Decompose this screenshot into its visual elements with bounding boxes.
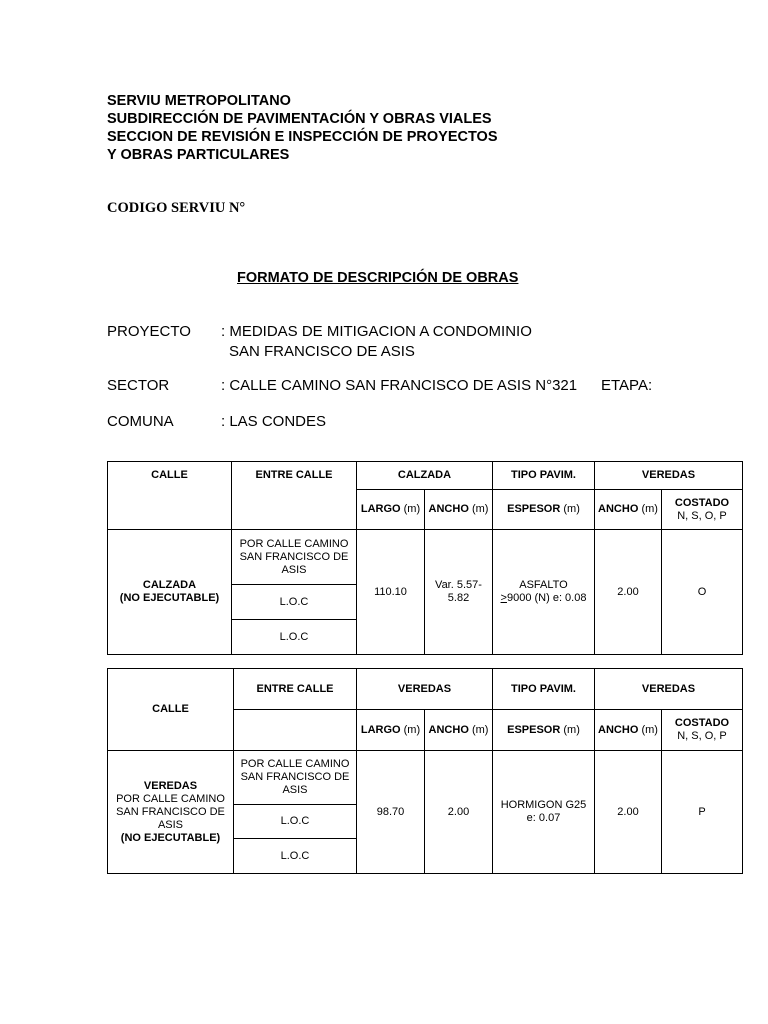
header-tipo-pavim: TIPO PAVIM.: [493, 669, 595, 710]
subheader-ancho-vereda: ANCHO (m): [595, 710, 662, 751]
cell-ancho-vereda: 2.00: [595, 751, 662, 874]
header-obras: Y OBRAS PARTICULARES: [107, 147, 290, 163]
form-title: FORMATO DE DESCRIPCIÓN DE OBRAS: [237, 270, 519, 286]
header-veredas: VEREDAS: [595, 462, 743, 490]
cell-largo: 110.10: [357, 530, 425, 655]
subheader-ancho: ANCHO (m): [425, 490, 493, 530]
cell-largo: 98.70: [357, 751, 425, 874]
header-calzada: CALZADA: [357, 462, 493, 490]
header-calle: CALLE: [108, 669, 234, 751]
comuna-value: : LAS CONDES: [221, 413, 327, 430]
sector-label: SECTOR: [107, 377, 170, 394]
proyecto-value-line1: : MEDIDAS DE MITIGACION A CONDOMINIO: [221, 323, 532, 340]
header-entre-calle: ENTRE CALLE: [232, 462, 357, 530]
cell-ancho: 2.00: [425, 751, 493, 874]
etapa-label: ETAPA:: [601, 377, 653, 394]
subheader-ancho: ANCHO (m): [425, 710, 493, 751]
cell-ancho: Var. 5.57-5.82: [425, 530, 493, 655]
entre-calle-3: L.O.C: [232, 620, 357, 655]
header-tipo-pavim: TIPO PAVIM.: [493, 462, 595, 490]
row-label-calzada: CALZADA (NO EJECUTABLE): [108, 530, 232, 655]
entre-calle-2: L.O.C: [232, 585, 357, 620]
subheader-costado: COSTADO N, S, O, P: [662, 490, 743, 530]
comuna-label: COMUNA: [107, 413, 174, 430]
subheader-ancho-vereda: ANCHO (m): [595, 490, 662, 530]
header-org: SERVIU METROPOLITANO: [107, 93, 291, 109]
cell-costado: O: [662, 530, 743, 655]
header-veredas-group: VEREDAS: [357, 669, 493, 710]
cell-tipo-pavim: ASFALTO >9000 (N) e: 0.08: [493, 530, 595, 655]
header-seccion: SECCION DE REVISIÓN E INSPECCIÓN DE PROYECTOS: [107, 129, 498, 145]
entre-calle-1: POR CALLE CAMINO SAN FRANCISCO DE ASIS: [232, 530, 357, 585]
entre-calle-1: POR CALLE CAMINO SAN FRANCISCO DE ASIS: [234, 751, 357, 805]
entre-calle-3: L.O.C: [234, 839, 357, 874]
header-calle: CALLE: [108, 462, 232, 530]
subheader-largo: LARGO (m): [357, 490, 425, 530]
subheader-largo: LARGO (m): [357, 710, 425, 751]
subheader-costado: COSTADO N, S, O, P: [662, 710, 743, 751]
cell-tipo-pavim: HORMIGON G25 e: 0.07: [493, 751, 595, 874]
veredas-table: [107, 668, 743, 874]
subheader-espesor: ESPESOR (m): [493, 710, 595, 751]
entre-calle-2: L.O.C: [234, 805, 357, 839]
header-entre-calle: ENTRE CALLE: [234, 669, 357, 710]
codigo-serviu-label: CODIGO SERVIU N°: [107, 200, 246, 216]
proyecto-label: PROYECTO: [107, 323, 191, 340]
subheader-empty: [234, 710, 357, 751]
header-subdireccion: SUBDIRECCIÓN DE PAVIMENTACIÓN Y OBRAS VIALES: [107, 111, 492, 127]
calzada-table: [107, 461, 743, 655]
sector-value: : CALLE CAMINO SAN FRANCISCO DE ASIS N°321: [221, 377, 578, 394]
cell-ancho-vereda: 2.00: [595, 530, 662, 655]
row-label-veredas: VEREDAS POR CALLE CAMINO SAN FRANCISCO DE ASIS (NO EJECUTABLE): [108, 751, 234, 874]
document-header: [107, 92, 498, 164]
header-veredas: VEREDAS: [595, 669, 743, 710]
cell-costado: P: [662, 751, 743, 874]
subheader-espesor: ESPESOR (m): [493, 490, 595, 530]
proyecto-value-line2: SAN FRANCISCO DE ASIS: [229, 343, 415, 360]
